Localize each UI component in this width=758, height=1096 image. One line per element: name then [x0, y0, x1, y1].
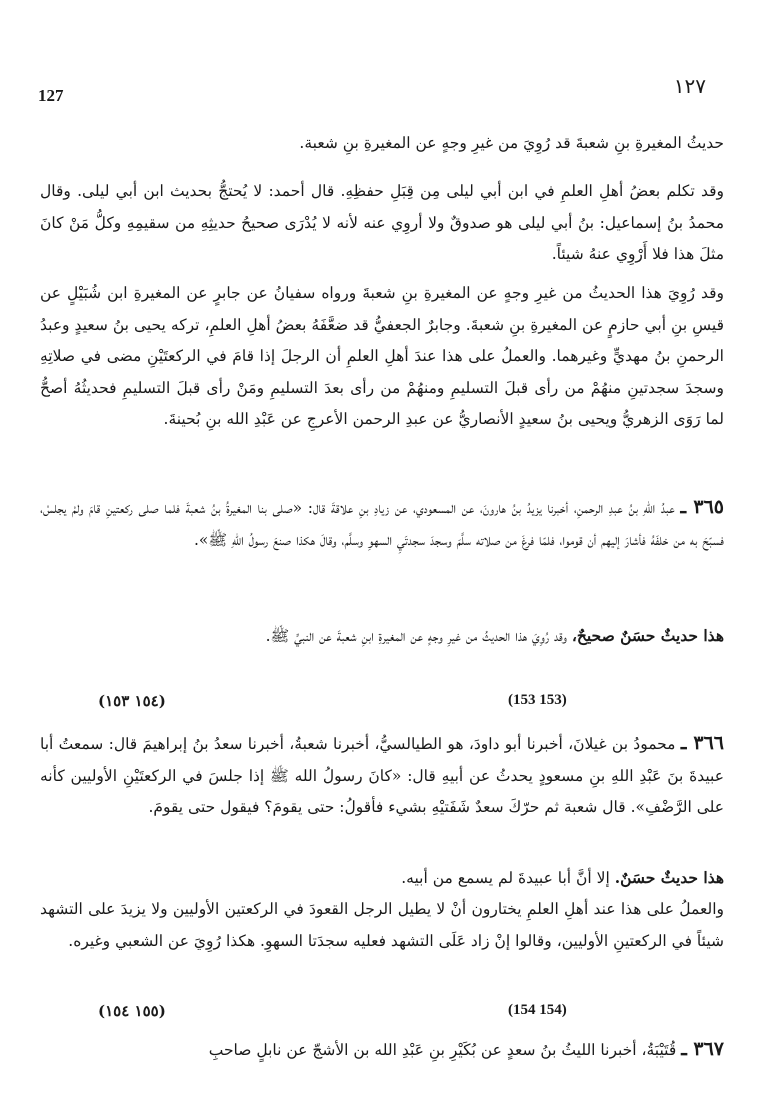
- paragraph-2: وقد تكلم بعضُ أهلِ العلمِ في ابن أبي ليلى مِن قِبَلِ حفظِهِ. قال أحمد: لا يُحتجُّ بحديث ابن أبي ليلى. وقال محمدُ بنُ إسماعيل: بنُ أبي ليلى هو صدوقٌ ولا أروِي عنه لأنه لا يُدْرَى صحيحُ حديثِهِ من سقيمِهِ وكلُّ مَنْ كانَ مثلَ هذا فلا أَرْوِي عنهُ شيئاً.: [40, 182, 724, 263]
- hadith-366-references: [60, 1002, 718, 1030]
- hadith-366: [40, 728, 724, 824]
- hadith-366-grading-bold: هذا حديثٌ حسَنٌ.: [614, 868, 724, 887]
- hadith-367: [40, 1034, 724, 1067]
- hadith-366-ref-latin: (154 154): [508, 1002, 567, 1018]
- page-number-arabic: ١٢٧: [673, 74, 706, 98]
- hadith-365-grading: [40, 620, 724, 653]
- hadith-366-grading: [40, 862, 724, 895]
- hadith-365-ref-latin: (153 153): [508, 692, 567, 708]
- hadith-367-number: ٣٦٧ ـ: [681, 1038, 724, 1060]
- hadith-365-references: [60, 692, 718, 720]
- hadith-366-note: والعملُ على هذا عند أهلِ العلمِ يختارون أنْ لا يطيل الرجل القعودَ في الركعتين الأوليين ولا يزيدَ على التشهد شيئاً في الركعتينِ الأوليين، وقالوا إنْ زاد عَلَى التشهد فعليه سجدَتا السهوِ. هكذا رُوِيَ عن الشعبي وغيره.: [40, 900, 724, 950]
- hadith-365: [40, 492, 724, 556]
- hadith-366-grading-rest: إلا أنَّ أبا عبيدةَ لم يسمع من أبيه.: [401, 869, 610, 887]
- hadith-366-number: ٣٦٦ ـ: [680, 732, 724, 754]
- hadith-366-text: محمودُ بن غيلانَ، أخبرنا أبو داودَ، هو الطيالسيُّ، أخبرنا شعبةُ، أخبرنا سعدُ بنُ إبراهيمَ قال: سمعتُ أبا عبيدةَ بنَ عَبْدِ اللهِ بنِ مسعودٍ يحدثُ عن أبيهِ قال: «كانَ رسولُ الله ﷺ إذا جلسَ في الركعتَيْنِ الأوليين كأنه على الرَّضْفِ». قال شعبة ثم حرّكَ سعدٌ شَفَتيْهِ بشيء فأقولُ: حتى يقومَ؟ فيقول حتى يقومَ.: [40, 735, 724, 816]
- hadith-365-grading-rest: وقد رُوِيَ هذا الحديثُ من غيرِ وجهٍ عن المغيرةِ ابنِ شعبةَ عن النبيِّ ﷺ.: [265, 627, 567, 645]
- paragraph-3: وقد رُوِيَ هذا الحديثُ من غيرِ وجهٍ عن المغيرةِ بنِ شعبةَ ورواه سفيانُ عن جابرٍ عن المغيرةِ ابن شُبَيْلٍ عن قيسِ بنِ أبي حازمٍ عن المغيرةِ بنِ شعبةَ. وجابرٌ الجعفيُّ قد ضعَّفَهُ بعضُ أهلِ العلمِ، تركه يحيى بنُ سعيدٍ وعبدُ الرحمنِ بنُ مهديٍّ وغيرهما. والعملُ على هذا عندَ أهلِ العلمِ أن الرجلَ إذا قامَ في الركعتَيْنِ مضى في صلاتِهِ وسجدَ سجدتينِ منهُمْ من رأى قبلَ التسليمِ ومنهُمْ من رأى بعدَ التسليمِ ومَنْ رأى قبلَ التسليمِ فحديثُهُ أصحُّ لما رَوَى الزهريُّ ويحيى بنُ سعيدٍ الأنصاريُّ عن عبدِ الرحمن الأعرجِ عن عَبْدِ الله بنِ بُحينةَ.: [40, 284, 725, 428]
- hadith-365-grading-bold: هذا حديثٌ حسَنٌ صحيحٌ،: [571, 626, 724, 645]
- hadith-366-ref-arabic: (١٥٥ ١٥٤): [98, 1002, 166, 1020]
- hadith-367-text: قُتَيْبَةُ، أخبرنا الليثُ بنُ سعدٍ عن بُكَيْرِ بنِ عَبْدِ الله بن الأشجّ عن نابلٍ صاحبِ: [208, 1041, 677, 1059]
- hadith-365-number: ٣٦٥ ـ: [680, 496, 724, 518]
- paragraph-1: حديثُ المغيرةِ بنِ شعبةَ قد رُوِيَ من غيرِ وجهٍ عن المغيرةِ بنِ شعبة.: [299, 134, 724, 152]
- hadith-365-ref-arabic: (١٥٤ ١٥٣): [98, 692, 166, 710]
- page-number-latin: 127: [38, 86, 64, 105]
- hadith-365-text: عبدُ اللهِ بنُ عبدِ الرحمنِ، أخبرنا يزيدُ بنُ هارونَ، عن المسعودي، عن زيادِ بنِ علاقةَ قال: «صلى بنا المغيرةُ بنُ شعبةَ فلما صلى ركعتينِ قامَ ولمْ يجلسْ، فسبّحَ به من خلفَهُ فأشارَ إليهم أن قوموا، فلمّا فرغَ من صلاته سلَّمَ وسجدَ سجدتَيِ السهوِ وسلَّم، وقالَ هكذا صنعَ رسولُ اللهِ ﷺ».: [40, 499, 724, 549]
